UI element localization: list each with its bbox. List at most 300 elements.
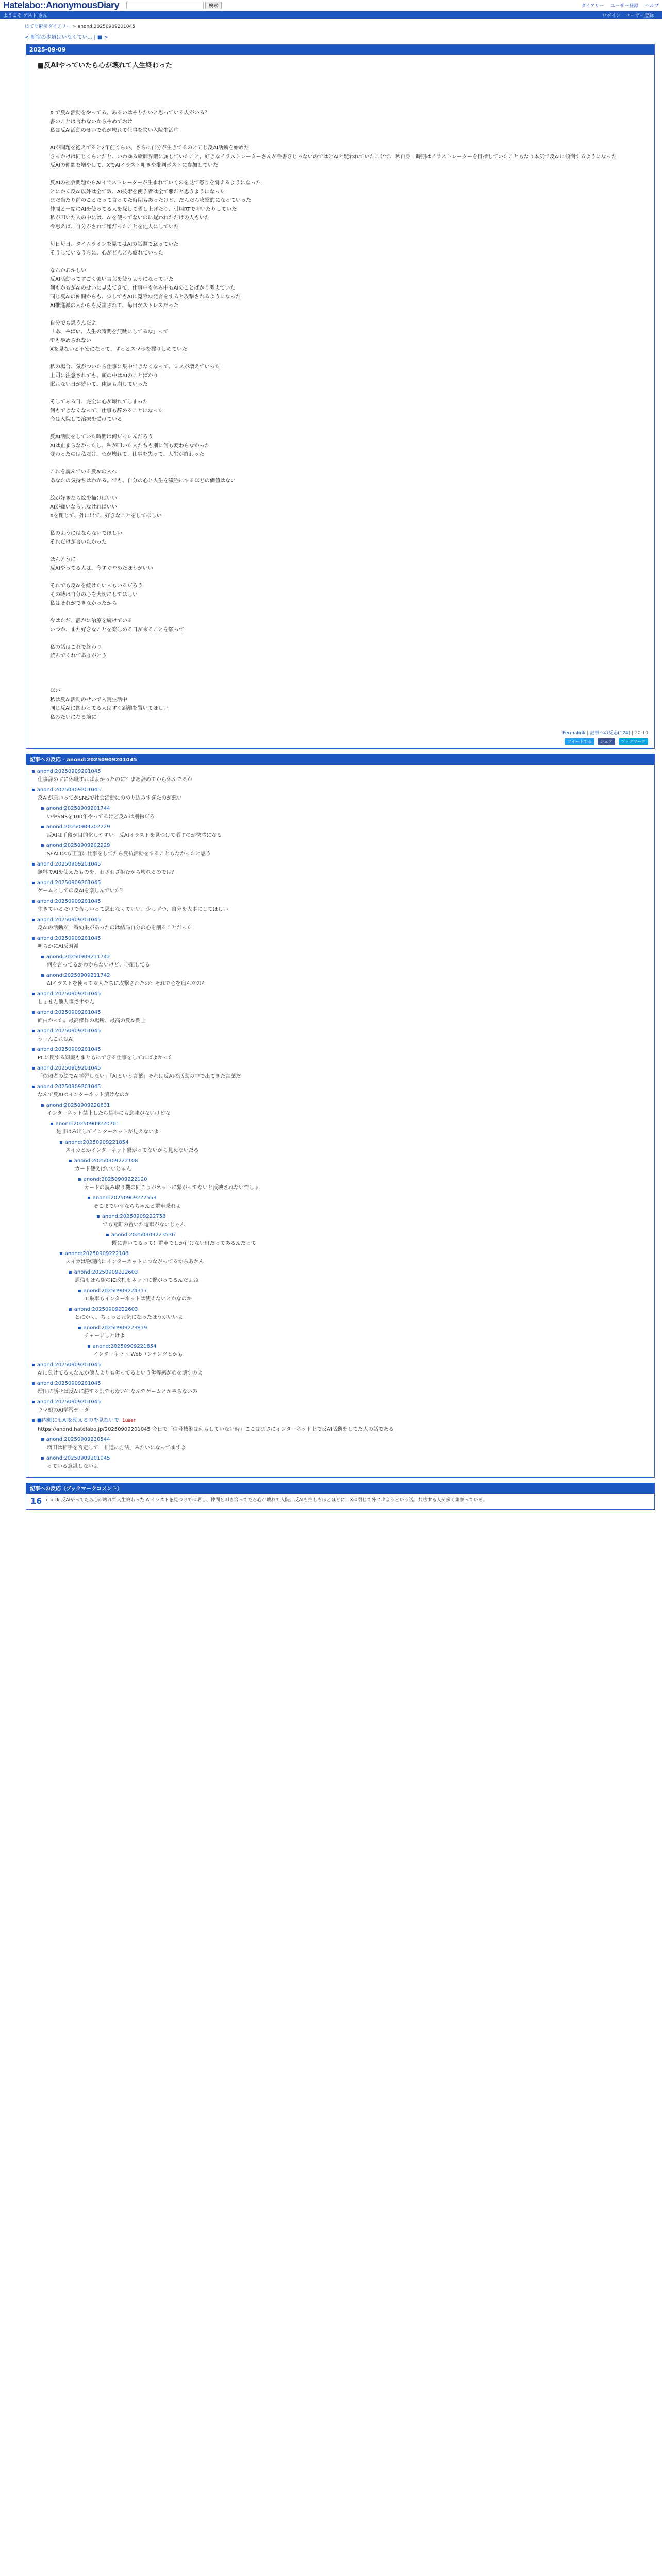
reaction-body: 面白かった。最高傑作の場所、最高の反AI闘士	[38, 1018, 146, 1024]
reaction-node	[31, 879, 649, 897]
bullet-icon: ▪	[31, 787, 35, 793]
reaction-header	[69, 1306, 649, 1313]
reaction-link[interactable]: anond:20250909201045	[37, 1399, 101, 1405]
reaction-children	[87, 1194, 649, 1250]
trackback-text: check 反AIやってたら心が壊れて人生終わった AIイラストを見つけては晒し、仲間と叩き合ってたら心が壊れて入院。反AIも推しもほどほどに、Xは閉じて外に出ようという話。共感する人が多く集まっている。	[46, 1498, 488, 1503]
reaction-body: ウマ娘のAI学習データ	[38, 1408, 89, 1413]
bullet-icon: ▪	[31, 936, 35, 941]
reaction-header	[31, 990, 649, 998]
reaction-node	[69, 1157, 649, 1250]
reaction-node	[41, 953, 649, 972]
reaction-body: うーんこれはAI	[38, 1037, 74, 1042]
bullet-icon: ▪	[59, 1251, 63, 1257]
reaction-link[interactable]: anond:20250909201744	[46, 806, 110, 811]
reaction-body: いやSNSを100年やってるけど反AIは別物だろ	[47, 814, 155, 820]
reaction-link[interactable]: anond:20250909211742	[46, 973, 110, 978]
reaction-node	[41, 972, 649, 990]
reaction-node	[87, 1194, 649, 1250]
bullet-icon: ▪	[31, 1362, 35, 1368]
reaction-body: 通信もほら駅のIC改札もネットに繋がってるんだよね	[75, 1278, 198, 1283]
reaction-children	[106, 1231, 649, 1250]
reaction-body: カード使えばいいじゃん	[75, 1166, 131, 1172]
entry-paragraph	[50, 459, 647, 468]
entry-paragraph: あなたの気持ちはわかる。でも、自分の心と人生を犠牲にするほどの価値はない	[50, 478, 236, 484]
bullet-icon: ▪	[31, 1399, 35, 1405]
entry-paragraph	[50, 231, 647, 240]
bullet-icon: ▪	[31, 917, 35, 923]
bullet-icon: ▪	[87, 1344, 91, 1349]
entry-paragraph: それでも反AIを続けたい人もいるだろう	[50, 583, 143, 589]
reaction-link[interactable]: anond:20250909201045	[37, 1381, 101, 1386]
reaction-header	[41, 842, 649, 850]
reaction-node	[41, 823, 649, 842]
reaction-header	[41, 1454, 649, 1462]
reaction-body: 「依頼者の絵でAI学習しない」「AIという言葉」それは反AIの活動の中で出てきた言葉だ	[38, 1074, 241, 1079]
entry-paragraph	[50, 82, 647, 91]
reaction-header	[87, 1343, 649, 1350]
entry-paragraph: 書いことは言わないからやめておけ	[50, 119, 133, 125]
reaction-node	[106, 1231, 649, 1250]
reaction-node	[59, 1139, 649, 1250]
reaction-node	[96, 1213, 649, 1250]
reaction-header	[31, 916, 649, 924]
reaction-body: SEALDsも正直に仕事をしてたら反抗活動をすることもなかったと思う	[47, 851, 211, 857]
header-link-help[interactable]: ヘルプ	[644, 4, 659, 9]
reaction-body: 仕事辞めずに休職すればよかったのに？まあ辞めてから休んでるか	[38, 777, 192, 783]
bullet-icon: ▪	[31, 1084, 35, 1090]
entry-paragraph	[50, 354, 647, 363]
bullet-icon: ▪	[41, 843, 44, 849]
bullet-icon: ▪	[41, 1455, 44, 1461]
reaction-header	[106, 1231, 649, 1239]
reaction-children	[69, 1268, 649, 1361]
entry-paragraph: 私が叩いた人の中には、AIを使ってないのに疑われただけの人もいた	[50, 215, 210, 221]
entry-paragraph: これを読んでいる反AIの人へ	[50, 469, 117, 475]
entry-time: 20:10	[635, 731, 648, 736]
entry-date: 2025-09-09	[26, 45, 654, 55]
entry-paragraph	[50, 91, 647, 100]
reaction-header	[69, 1157, 649, 1165]
breadcrumb: はてな匿名ダイアリー > anond:20250909201045	[25, 24, 136, 29]
reaction-body: スイカとかインターネット繋がってないから見えないだろ	[65, 1148, 199, 1154]
reaction-node	[78, 1287, 649, 1306]
entry-paragraph	[50, 258, 647, 266]
reaction-children	[78, 1287, 649, 1306]
reaction-link[interactable]: anond:20250909222603	[74, 1307, 138, 1312]
reaction-node	[31, 1398, 649, 1417]
reaction-link[interactable]: anond:20250909222553	[92, 1195, 157, 1201]
reaction-body: 何を言ってるかわからないけど、心配してる	[47, 962, 150, 968]
reaction-node	[41, 805, 649, 823]
reaction-link[interactable]: anond:20250909201045	[37, 917, 101, 923]
reaction-node	[78, 1176, 649, 1250]
reaction-header	[78, 1176, 649, 1183]
bullet-icon: ▪	[31, 1010, 35, 1015]
reaction-body: インターネット Webコンテンツとかも	[93, 1352, 183, 1358]
reaction-body: とにかく、ちょっと元気になったほうがいいよ	[75, 1315, 183, 1320]
bullet-icon: ▪	[87, 1195, 91, 1201]
bullet-icon: ▪	[78, 1288, 81, 1294]
reaction-header	[41, 1436, 649, 1444]
entry-paragraph	[50, 135, 647, 144]
entry-paragraph: 今思えば、自分がされて嫌だったことを他人にしていた	[50, 224, 179, 230]
reaction-link[interactable]: anond:20250909220701	[55, 1121, 120, 1127]
reaction-children	[96, 1213, 649, 1250]
entry-paragraph: ほい	[50, 688, 60, 694]
entry-paragraph	[50, 485, 647, 494]
reaction-header	[59, 1250, 649, 1258]
bullet-icon: ▪	[69, 1307, 72, 1312]
reaction-children	[69, 1157, 649, 1250]
reaction-header	[78, 1287, 649, 1295]
reaction-link[interactable]: anond:20250909201045	[37, 787, 101, 793]
bullet-icon: ▪	[31, 1381, 35, 1386]
reaction-link[interactable]: anond:20250909222603	[74, 1269, 138, 1275]
entry-paragraph	[50, 660, 647, 669]
reaction-header	[31, 1083, 649, 1091]
entry-paragraph: 同じ反AIに関わってる人はすぐ距離を置いてほしい	[50, 706, 169, 711]
reactions-heading: 記事への反応 - anond:20250909201045	[26, 754, 655, 765]
reaction-link[interactable]: anond:20250909201045	[46, 1455, 110, 1461]
entry-footer: Permalink | 記事への反応(124) | 20:10	[562, 731, 648, 736]
entry-paragraph	[50, 669, 647, 678]
trackback-box	[26, 1494, 655, 1510]
bullet-icon: ▪	[31, 899, 35, 904]
reaction-body: ゲームとしての反AIを楽しんでいた？	[38, 888, 125, 894]
site-logo[interactable]: Hatelabo::AnonymousDiary	[3, 0, 120, 10]
reaction-body: 反AIが悪いってかSNSで社会活動にのめり込みすぎたのが悪い	[38, 795, 182, 801]
reaction-link[interactable]: anond:20250909221854	[64, 1140, 129, 1145]
entry-title[interactable]: ■反AIやっていたら心が壊れて人生終わった	[38, 62, 173, 70]
entry-paragraph: Xを閉じて、外に出て、好きなことをしてほしい	[50, 513, 162, 519]
search-button[interactable]: 検索	[205, 2, 222, 9]
entry-paragraph: 私はそれができなかったから	[50, 601, 117, 606]
reaction-header	[31, 1064, 649, 1072]
reaction-header	[31, 879, 649, 887]
entry-paragraph: AIが問題を抱えてると2年前くらい、さらに自分が生きてるのと同じ反AI活動を始めた	[50, 145, 249, 151]
bullet-icon: ▪	[31, 880, 35, 886]
reaction-body: 増田は相手を否定して「非道に方法」みたいになってますよ	[47, 1445, 186, 1451]
entry-paragraph: 同じ反AIの仲間からも、少しでもAIに寛容な発言をすると攻撃されるようになった	[50, 294, 241, 300]
entry-paragraph: でもやめられない	[50, 338, 91, 344]
reaction-link[interactable]: anond:20250909223819	[83, 1325, 147, 1331]
entry-paragraph: まだ当たり前のことだって言ってた時期もあったけど、だんだん攻撃的になっていった	[50, 198, 251, 204]
entry-paragraph: きっかけは同じくらいだと、いわゆる絵師界隈に属していたこと。好きなイラストレーターさんが手書きじゃないのではとAIと疑われていたことで、私自身一時期はイラストレーターを目指していたこともなり本気で反AIに傾倒するようになった	[50, 154, 617, 160]
entry-paragraph: いつか、また好きなことを楽しめる日が来ることを願って	[50, 627, 184, 633]
entry-paragraph	[50, 520, 647, 529]
reaction-node	[31, 1361, 649, 1380]
reaction-header	[41, 953, 649, 961]
entry-paragraph: 反AIの社会問題からAIイラストレーターが生まれていくのを見て怒りを覚えるようになった	[50, 180, 261, 186]
reaction-children	[41, 1101, 649, 1361]
reaction-children	[78, 1176, 649, 1250]
reaction-node	[41, 842, 649, 860]
reaction-children	[50, 1120, 649, 1361]
bullet-icon: ▪	[59, 1140, 63, 1145]
entry-paragraph: 何もできなくなって、仕事も辞めることになった	[50, 408, 163, 414]
reaction-body: しょせん他人事ですやん	[38, 999, 94, 1005]
reaction-link[interactable]: anond:20250909201045	[37, 1084, 101, 1090]
reaction-link[interactable]: ■内側にもAIを使えるのを見ないで	[37, 1418, 120, 1423]
reaction-header	[31, 768, 649, 775]
entry-paragraph	[50, 634, 647, 643]
register-link[interactable]: ユーザー登録	[625, 13, 654, 19]
reaction-header	[69, 1268, 649, 1276]
reaction-node	[31, 897, 649, 916]
reaction-node	[31, 990, 649, 1009]
permalink[interactable]: Permalink	[562, 731, 586, 736]
entry-paragraph: AI推進派の人からも反論されて、毎日がストレスだった	[50, 303, 179, 309]
reaction-node	[31, 1064, 649, 1083]
reaction-node	[31, 768, 649, 786]
entry-paragraph: 何もかもがAIのせいに見えてきて、仕事中も休み中もAIのことばかり考えていた	[50, 285, 236, 291]
entry-paragraph: それだけが言いたかった	[50, 539, 107, 545]
reaction-header	[31, 1361, 649, 1369]
bullet-icon: ▪	[106, 1232, 109, 1238]
reaction-node	[69, 1268, 649, 1306]
entry-paragraph: 反AI活動をしていた時間は何だったんだろう	[50, 434, 153, 440]
reaction-link[interactable]: anond:20250909201045	[37, 1010, 101, 1015]
reaction-link[interactable]: anond:20250909223536	[111, 1232, 175, 1238]
reaction-body: でも元町の置いた電車がないじゃん	[103, 1222, 185, 1228]
reaction-link[interactable]: anond:20250909201045	[37, 936, 101, 941]
entry-paragraph: 反AIの仲間を増やして、XでAIイラスト叩きや批判ポストに参加していた	[50, 163, 218, 168]
login-link[interactable]: ログイン	[602, 13, 621, 19]
reaction-body: AIに負けてる人なんか他人よりも劣ってるという劣等感が心を壊すのよ	[38, 1370, 203, 1376]
reaction-link[interactable]: anond:20250909211742	[46, 954, 110, 960]
reaction-node	[50, 1120, 649, 1361]
reaction-link[interactable]: anond:20250909201045	[37, 1065, 101, 1071]
bullet-icon: ▪	[31, 991, 35, 997]
entry-paragraph: 私は反AI活動のせいで入院生活中	[50, 697, 127, 703]
entry-paragraph: 反AIやってる人は、今すぐやめたほうがいい	[50, 566, 153, 571]
reaction-body: っている意識しないよ	[47, 1464, 98, 1469]
reaction-link[interactable]: anond:20250909201045	[37, 991, 101, 997]
bullet-icon: ▪	[78, 1325, 81, 1331]
entry-paragraph: 自分でも思うんだよ	[50, 320, 96, 326]
reaction-node	[31, 1027, 649, 1046]
entry-paragraph: 私みたいになる前に	[50, 715, 96, 720]
reaction-node	[31, 1380, 649, 1398]
reaction-link[interactable]: anond:20250909201045	[37, 899, 101, 904]
reaction-node	[31, 1046, 649, 1064]
header-link-diary[interactable]: ダイアリー	[581, 4, 604, 9]
reaction-header	[31, 1046, 649, 1054]
reaction-link[interactable]: anond:20250909230544	[46, 1437, 110, 1443]
facebook-share-button[interactable]: シェア	[598, 738, 615, 745]
reaction-node	[31, 1083, 649, 1361]
entry-paragraph	[50, 170, 647, 179]
bullet-icon: ▪	[69, 1158, 72, 1164]
bookmark-button[interactable]: ブックマーク	[619, 738, 648, 745]
reaction-link[interactable]: anond:20250909222108	[64, 1251, 129, 1257]
entry-paragraph	[50, 310, 647, 319]
bullet-icon: ▪	[31, 861, 35, 867]
reaction-link[interactable]: anond:20250909201045	[37, 1047, 101, 1053]
reaction-children	[41, 1436, 649, 1473]
reaction-children	[78, 1324, 649, 1361]
entry-paragraph: 私の話はこれで終わり	[50, 645, 102, 650]
reaction-body: そこまでいうならちゃんと電車乗れよ	[93, 1204, 181, 1209]
entry-paragraph	[50, 74, 647, 82]
reaction-body: 生きているだけで苦しいって思わなくていい。少しずつ、自分を大事にしてほしい	[38, 907, 228, 912]
entry-paragraph: なんかおかしい	[50, 268, 86, 274]
entry-paragraph: AIは止まらなかったし、私が叩いた人たちも別に何も変わらなかった	[50, 443, 210, 449]
entry-paragraph: ほんとうに	[50, 557, 76, 563]
entry-paragraph: Xを見ないと不安になって、ずっとスマホを握りしめていた	[50, 347, 187, 352]
entry-paragraph: 私のようにはならないでほしい	[50, 531, 122, 536]
entry-paragraph: 読んでくれてありがとう	[50, 653, 107, 659]
reaction-header	[31, 1417, 649, 1425]
reaction-body: AIイラストを使ってる人たちに攻撃されたの？それで心を病んだの？	[47, 981, 207, 987]
reaction-header	[41, 1101, 649, 1109]
user-count-badge[interactable]: 1user	[122, 1418, 136, 1423]
entry-paragraph	[50, 573, 647, 582]
reaction-link[interactable]: anond:20250909220631	[46, 1103, 110, 1108]
entry-paragraph: 今は入院して治療を受けている	[50, 417, 122, 422]
search-input[interactable]	[126, 2, 204, 9]
reaction-link[interactable]: anond:20250909202229	[46, 824, 110, 830]
reaction-body: スイカは物理的にインターネットにつながってるからあかん	[65, 1259, 204, 1265]
entry-paragraph: 毎日毎日、タイムラインを見てはAIの話題で怒っていた	[50, 242, 179, 247]
reaction-header	[41, 805, 649, 812]
prev-entry-link[interactable]: < 新宿の歩道はいなくてい... | ■ >	[25, 35, 108, 40]
reaction-link[interactable]: anond:20250909201045	[37, 1362, 101, 1368]
entry-paragraph: 仲間と一緒にAIを使ってる人を探して晒し上げたり、引用RTで叩いたりしていた	[50, 207, 237, 212]
bullet-icon: ▪	[31, 1028, 35, 1034]
bullet-icon: ▪	[41, 954, 44, 960]
reaction-header	[31, 1398, 649, 1406]
bullet-icon: ▪	[41, 973, 44, 978]
entry-paragraph: 私の場合、気がついたら仕事に集中できなくなって、ミスが増えていった	[50, 364, 220, 370]
reaction-link[interactable]: anond:20250909201045	[37, 1028, 101, 1034]
trackback-heading: 記事への反応（ブックマークコメント）	[26, 1483, 655, 1494]
reactions-tree	[26, 765, 655, 1478]
reaction-header	[31, 1380, 649, 1387]
reaction-body: 反AIの活動が一番効果があったのは結局自分の心を削ることだった	[38, 925, 192, 931]
reaction-link[interactable]: anond:20250909224317	[83, 1288, 147, 1294]
user-bar	[0, 11, 662, 19]
entry-paragraph	[50, 100, 647, 109]
bullet-icon: ▪	[41, 824, 44, 830]
reaction-link[interactable]: anond:20250909202229	[46, 843, 110, 849]
header-link-register[interactable]: ユーザー登録	[610, 4, 639, 9]
reaction-link[interactable]: anond:20250909222758	[102, 1214, 166, 1219]
bullet-icon: ▪	[31, 769, 35, 774]
reaction-link[interactable]: anond:20250909201045	[37, 880, 101, 886]
entry-paragraph: そうしているうちに、心がどんどん疲れていった	[50, 250, 163, 256]
bullet-icon: ▪	[41, 1437, 44, 1443]
reaction-node	[31, 916, 649, 935]
reaction-body: IC乗車もインターネットは使えないとかなのか	[84, 1296, 192, 1302]
entry-paragraph: 眠れない日が続いて、体調も崩していった	[50, 382, 148, 387]
reaction-header	[41, 823, 649, 831]
reaction-body: 無料でAIを使えたものを、わざわざ拒むから壊れるのでは？	[38, 870, 177, 875]
reaction-link[interactable]: anond:20250909222120	[83, 1177, 147, 1182]
reaction-node	[31, 935, 649, 990]
reaction-children	[41, 953, 649, 990]
entry-paragraph: 今はただ、静かに治療を続けている	[50, 618, 133, 624]
reaction-body: PCに関する知識もまともにできる仕事をしてればよかった	[38, 1055, 174, 1061]
entry-paragraph: 変わったのは私だけ。心が壊れて、仕事を失って、人生が終わった	[50, 452, 204, 457]
reaction-link[interactable]: anond:20250909222108	[74, 1158, 138, 1164]
reaction-header	[78, 1324, 649, 1332]
bullet-icon: ▪	[50, 1121, 54, 1127]
bullet-icon: ▪	[41, 1103, 44, 1108]
entry-paragraph: 「あ、やばい、人生の時間を無駄にしてるな」って	[50, 329, 169, 335]
reaction-header	[50, 1120, 649, 1128]
entry-paragraph	[50, 389, 647, 398]
trackback-count: 16	[30, 1496, 42, 1506]
entry-paragraph	[50, 678, 647, 687]
reaction-node	[87, 1343, 649, 1361]
reaction-node	[41, 1436, 649, 1454]
entry-body	[26, 70, 654, 727]
reaction-body: 明らかにAI反対派	[38, 944, 79, 950]
entry-paragraph	[50, 608, 647, 617]
reaction-node	[31, 1009, 649, 1027]
top-header	[0, 0, 662, 11]
reaction-body: https://anond.hatelabo.jp/20250909201045 今日で「信号技術は何もしていない時」ここはまさにインターネット上で反AI活動をしてた人の話である	[38, 1427, 394, 1432]
prev-next-nav[interactable]	[0, 29, 662, 40]
entry-paragraph: AIが嫌いなら見なければいい	[50, 504, 117, 510]
reaction-header	[31, 1027, 649, 1035]
reaction-node	[78, 1324, 649, 1361]
reaction-body: チャージしとけよ	[84, 1333, 125, 1339]
bullet-icon: ▪	[78, 1177, 81, 1182]
welcome-text: ようこそ ゲスト さん	[3, 13, 48, 19]
entry	[26, 44, 655, 749]
reaction-header	[31, 935, 649, 942]
reaction-node	[31, 1417, 649, 1473]
reaction-body: なんで反AIはインターネット漬けなのか	[38, 1092, 130, 1098]
entry-paragraph: 上司に注意されても、頭の中はAIのことばかり	[50, 373, 158, 379]
entry-paragraph: X で反AI活動をやってる、あるいはやりたいと思っている人がいる？	[50, 110, 210, 116]
reaction-header	[87, 1194, 649, 1202]
entry-paragraph: 私は反AI活動のせいで心が壊れて仕事を失い入院生活中	[50, 128, 179, 133]
reaction-link[interactable]: anond:20250909201045	[37, 861, 101, 867]
reaction-node	[69, 1306, 649, 1361]
reaction-children	[59, 1139, 649, 1361]
entry-paragraph: その時は自分の心を大切にしてほしい	[50, 592, 138, 598]
breadcrumb-current: anond:20250909201045	[77, 24, 136, 29]
bullet-icon: ▪	[69, 1269, 72, 1275]
reaction-link[interactable]: anond:20250909221854	[92, 1344, 157, 1349]
reaction-node	[41, 1101, 649, 1361]
reaction-header	[96, 1213, 649, 1221]
reaction-header	[31, 897, 649, 905]
reaction-body: 是非はみ出してインターネットが見えないよ	[56, 1129, 159, 1135]
entry-paragraph: 反AI活動ってすごく強い言葉を使うようになっていた	[50, 277, 174, 282]
tweet-button[interactable]: ツイートする	[565, 738, 594, 745]
reaction-node	[31, 860, 649, 879]
reaction-body: 既に書いてるって！電車でしか行けない町だってあるんだって	[112, 1241, 256, 1246]
reaction-link[interactable]: anond:20250909201045	[37, 769, 101, 774]
reactions-link[interactable]: 記事への反応(124)	[590, 731, 631, 736]
bullet-icon: ▪	[31, 1047, 35, 1053]
bullet-icon: ▪	[31, 1065, 35, 1071]
entry-paragraph	[50, 424, 647, 433]
reaction-body: カードの読み取り機の向こうがネットに繋がってないと反映されないでしょ	[84, 1185, 259, 1191]
reaction-header	[31, 1009, 649, 1016]
reaction-header	[31, 786, 649, 794]
reaction-header	[31, 860, 649, 868]
reaction-node	[31, 786, 649, 860]
reaction-node	[59, 1250, 649, 1361]
entry-paragraph: とにかく反AI以外は全て敵、AI技術を使う者は全て悪だと思うようになった	[50, 189, 225, 195]
breadcrumb-home[interactable]: はてな匿名ダイアリー	[25, 24, 71, 29]
reaction-children	[87, 1343, 649, 1361]
